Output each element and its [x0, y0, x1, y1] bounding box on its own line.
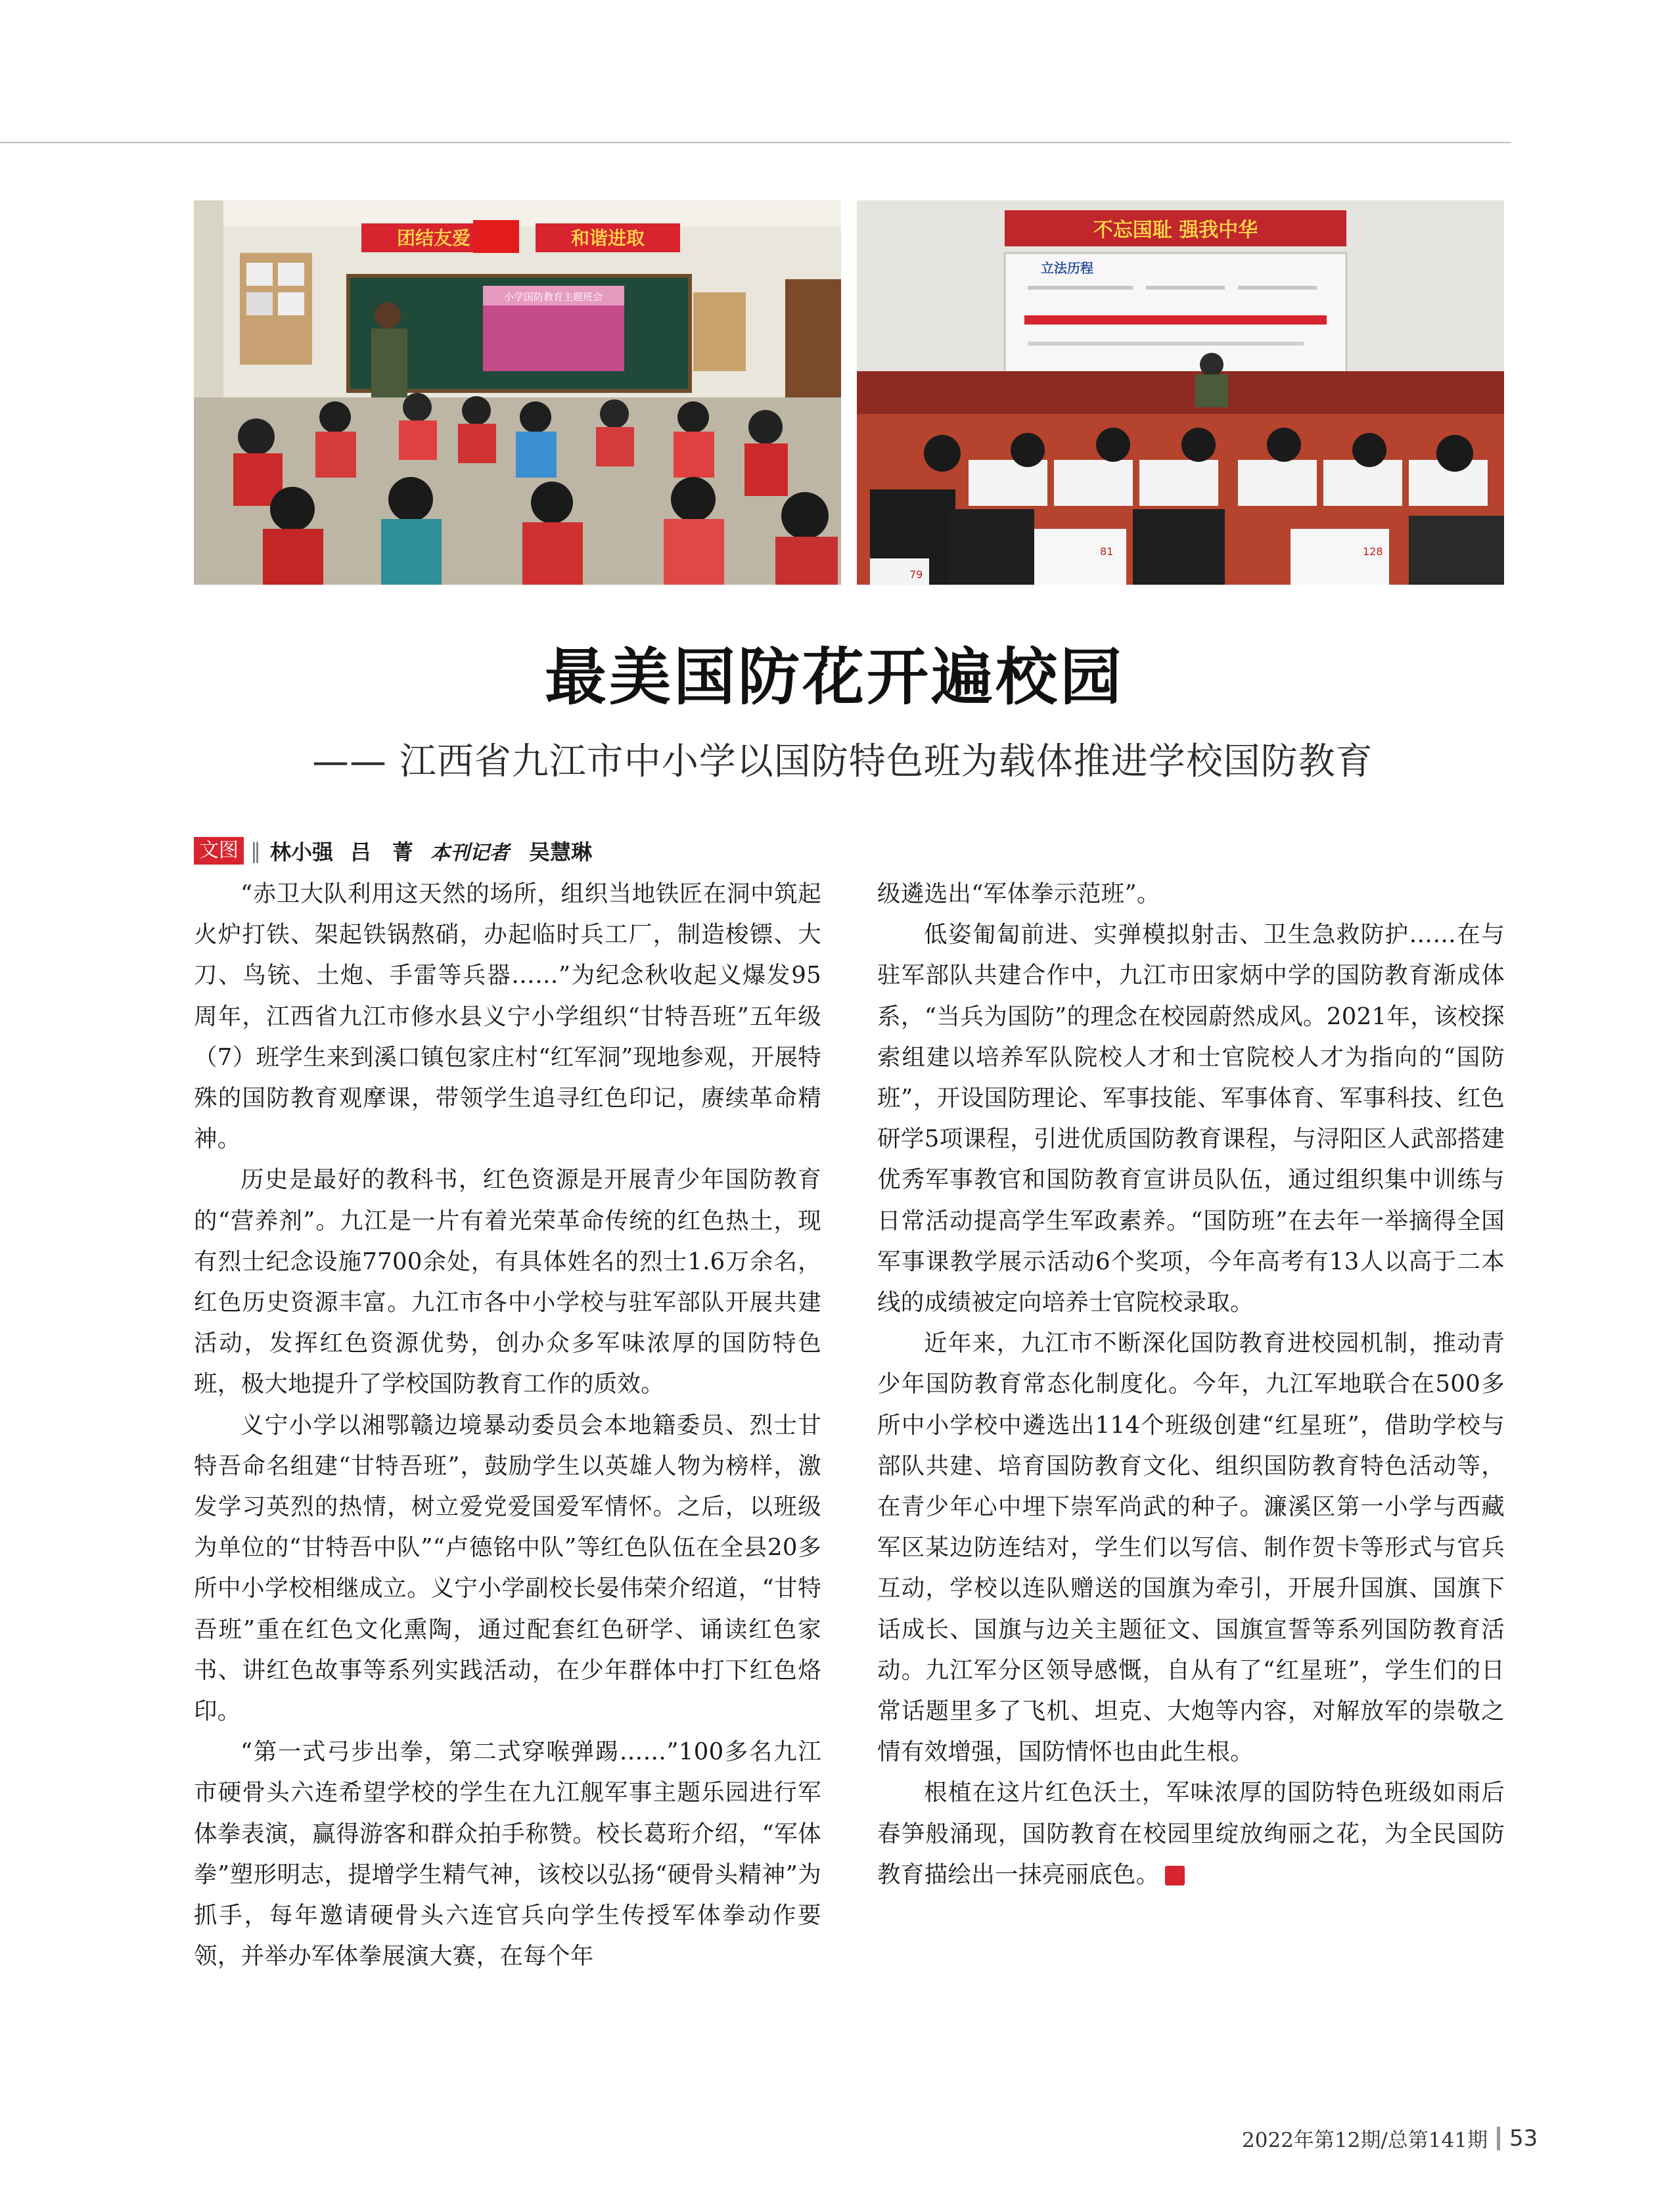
paragraph: 低姿匍匐前进、实弹模拟射击、卫生急救防护……在与驻军部队共建合作中，九江市田家炳中学的国防教育渐成体系，“当兵为国防”的理念在校园蔚然成风。2021年，该校探索组建以培养军队院校人才和士官院校人才为指向的“国防班”，开设国防理论、军事技能、军事体育、军事科技、红色研学5项课程，引进优质国防教育课程，与浔阳区人武部搭建优秀军事教官和国防教育宣讲员队伍，通过组织集中训练与日常活动提高学生军政素养。“国防班”在去年一举摘得全国军事课教学展示活动6个奖项，今年高考有13人以高于二本线的成绩被定向培养士官院校录取。	[877, 921, 1505, 1317]
paragraph-last	[877, 1772, 1505, 1895]
article-title: 最美国防花开遍校园	[544, 642, 1124, 713]
classroom-screen-text: 小学国防教育主题班会	[503, 291, 603, 303]
lecture-hall-illustration	[857, 200, 1504, 585]
banner-left: 团结友爱	[396, 227, 471, 249]
paragraph: 历史是最好的教科书，红色资源是开展青少年国防教育的“营养剂”。九江是一片有着光荣革命传统的红色热土，现有烈士纪念设施7700余处，有具体姓名的烈士1.6万余名，红色历史资源丰富。九江市各中小学校与驻军部队开展共建活动，发挥红色资源优势，创办众多军味浓厚的国防特色班，极大地提升了学校国防教育工作的质效。	[194, 1166, 821, 1398]
chair-number-2: 128	[1363, 545, 1383, 558]
paragraph-continuation: 级遴选出“军体拳示范班”。	[877, 880, 1160, 907]
author-role: 本刊记者	[430, 842, 510, 865]
paragraph: “第一式弓步出拳，第二式穿喉弹踢……”100多名九江市硬骨头六连希望学校的学生在九江舰军事主题乐园进行军体拳表演，赢得游客和群众拍手称赞。校长葛珩介绍，“军体拳”塑形明志，提增学生精气神，该校以弘扬“硬骨头精神”为抓手，每年邀请硬骨头六连官兵向学生传授军体拳动作要领，并举办军体拳展演大赛，在每个年	[194, 1738, 821, 1970]
article-column-right	[877, 874, 1505, 1895]
classroom-illustration	[194, 200, 841, 585]
article-column-left	[194, 874, 821, 1977]
article-subtitle: —— 江西省九江市中小学以国防特色班为载体推进学校国防教育	[312, 740, 1373, 783]
page-footer	[1242, 2123, 1538, 2153]
byline	[194, 836, 609, 866]
issue-info: 2022年第12期/总第141期	[1242, 2129, 1488, 2152]
paragraph-last-text: 根植在这片红色沃土，军味浓厚的国防特色班级如雨后春笋般涌现，国防教育在校园里绽放绚丽之花，为全民国防教育描绘出一抹亮丽底色。	[877, 1779, 1505, 1888]
photo-lecture-hall	[857, 200, 1504, 585]
hall-banner: 不忘国耻 强我中华	[1093, 219, 1258, 242]
hall-screen-title: 立法历程	[1041, 260, 1093, 276]
header-rule	[0, 142, 1511, 143]
paragraph: 近年来，九江市不断深化国防教育进校园机制，推动青少年国防教育常态化制度化。今年，九江军地联合在500多所中小学校中遴选出114个班级创建“红星班”，借助学校与部队共建、培育国防教育文化、组织国防教育特色活动等，在青少年心中埋下崇军尚武的种子。濂溪区第一小学与西藏军区某边防连结对，学生们以写信、制作贺卡等形式与官兵互动，学校以连队赠送的国旗为牵引，开展升国旗、国旗下话成长、国旗与边关主题征文、国旗宣誓等系列国防教育活动。九江军分区领导感慨，自从有了“红星班”，学生们的日常话题里多了飞机、坦克、大炮等内容，对解放军的崇敬之情有效增强，国防情怀也由此生根。	[877, 1330, 1505, 1766]
paragraph: “赤卫大队利用这天然的场所，组织当地铁匠在洞中筑起火炉打铁、架起铁锅熬硝，办起临时兵工厂，制造梭镖、大刀、鸟铳、土炮、手雷等兵器……”为纪念秋收起义爆发95周年，江西省九江市修水县义宁小学组织“甘特吾班”五年级（7）班学生来到溪口镇包家庄村“红军洞”现地参观，开展特殊的国防教育观摩课，带领学生追寻红色印记，赓续革命精神。	[194, 880, 821, 1153]
author-name: 林小强	[270, 840, 334, 865]
footer-divider	[1497, 2127, 1500, 2150]
author-name: 吕 菁	[350, 840, 414, 865]
paragraph: 义宁小学以湘鄂赣边境暴动委员会本地籍委员、烈士甘特吾命名组建“甘特吾班”，鼓励学生以英雄人物为榜样，激发学习英烈的热情，树立爱党爱国爱军情怀。之后，以班级为单位的“甘特吾中队”“卢德铭中队”等红色队伍在全县20多所中小学校相继成立。义宁小学副校长晏伟荣介绍道，“甘特吾班”重在红色文化熏陶，通过配套红色研学、诵读红色家书、讲红色故事等系列实践活动，在少年群体中打下红色烙印。	[194, 1411, 821, 1725]
banner-right: 和谐进取	[570, 227, 645, 249]
author-name: 吴慧琳	[529, 840, 593, 865]
chair-number-1: 81	[1100, 545, 1114, 558]
photo-classroom	[194, 200, 841, 585]
end-mark-icon: G	[1165, 1866, 1185, 1885]
byline-separator: ‖	[250, 838, 261, 863]
page-number: 53	[1509, 2125, 1538, 2152]
byline-badge: 文图	[194, 837, 244, 865]
chair-number-0: 79	[909, 568, 923, 581]
